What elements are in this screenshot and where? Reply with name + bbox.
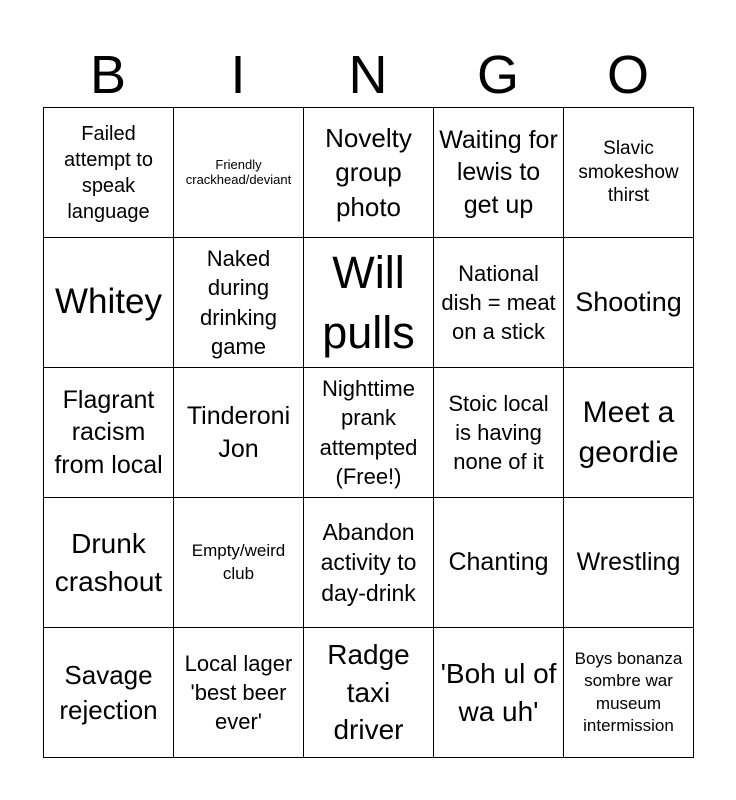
bingo-cell-label: Friendly crackhead/deviant	[185, 156, 292, 187]
bingo-cell[interactable]	[174, 368, 304, 498]
header-letter-b: B	[89, 45, 127, 105]
bingo-cell-label: Flagrant racism from local	[54, 385, 163, 479]
bingo-cell-label: Waiting for lewis to get up	[439, 125, 558, 219]
bingo-cell[interactable]	[44, 498, 174, 628]
bingo-cell[interactable]	[304, 108, 434, 238]
header-letter-n: N	[348, 45, 388, 105]
bingo-cell[interactable]	[564, 368, 694, 498]
bingo-cell[interactable]	[304, 368, 434, 498]
bingo-cell-label: Nighttime prank attempted (Free!)	[319, 376, 418, 489]
bingo-cell[interactable]	[174, 498, 304, 628]
bingo-cell-label: Empty/weird club	[191, 541, 286, 583]
bingo-cell[interactable]	[564, 238, 694, 368]
bingo-cell-label: Local lager 'best beer ever'	[184, 650, 293, 735]
bingo-cell[interactable]	[304, 498, 434, 628]
header-letter-g: G	[476, 45, 519, 105]
bingo-cell-label: 'Boh ul of wa uh'	[440, 657, 557, 727]
bingo-cell[interactable]	[434, 238, 564, 368]
bingo-cell-label: Chanting	[448, 548, 549, 577]
bingo-cell[interactable]	[174, 238, 304, 368]
bingo-cell-label: Meet a geordie	[578, 395, 679, 469]
bingo-cell-label: Shooting	[575, 286, 682, 317]
bingo-cell[interactable]	[434, 368, 564, 498]
bingo-cell-label: Wrestling	[576, 548, 681, 577]
bingo-cell[interactable]	[44, 108, 174, 238]
bingo-cell[interactable]	[564, 108, 694, 238]
bingo-cell[interactable]	[434, 498, 564, 628]
header-letter-i: I	[230, 45, 246, 105]
bingo-cell-label: Radge taxi driver	[327, 638, 410, 746]
bingo-cell-label: Whitey	[55, 282, 162, 322]
bingo-cell-label: Slavic smokeshow thirst	[578, 137, 679, 207]
header-letter-o: O	[606, 45, 649, 105]
bingo-cell-label: National dish = meat on a stick	[441, 260, 556, 345]
bingo-cell[interactable]	[564, 498, 694, 628]
bingo-cell-label: Savage rejection	[59, 660, 158, 725]
bingo-cell[interactable]	[44, 238, 174, 368]
bingo-cell[interactable]	[304, 628, 434, 758]
bingo-cell-label: Novelty group photo	[325, 123, 412, 222]
bingo-cell[interactable]	[174, 108, 304, 238]
bingo-cell[interactable]	[434, 108, 564, 238]
bingo-cell-label: Tinderoni Jon	[186, 402, 291, 463]
bingo-cell-label: Boys bonanza sombre war museum intermission	[574, 649, 683, 735]
bingo-cell[interactable]	[44, 368, 174, 498]
bingo-cell-label: Failed attempt to speak language	[64, 122, 153, 223]
bingo-cell-label: Naked during drinking game	[199, 246, 278, 359]
bingo-cell[interactable]	[434, 628, 564, 758]
bingo-cell[interactable]	[44, 628, 174, 758]
bingo-cell-label: Abandon activity to day-drink	[320, 518, 417, 606]
bingo-cell[interactable]	[564, 628, 694, 758]
bingo-cell-label: Stoic local is having none of it	[448, 390, 549, 475]
bingo-cell-label: Will pulls	[322, 247, 415, 358]
bingo-card-grid	[43, 107, 694, 758]
bingo-header	[43, 42, 693, 108]
bingo-cell[interactable]	[174, 628, 304, 758]
bingo-cell-label: Drunk crashout	[54, 527, 163, 597]
bingo-cell[interactable]	[304, 238, 434, 368]
